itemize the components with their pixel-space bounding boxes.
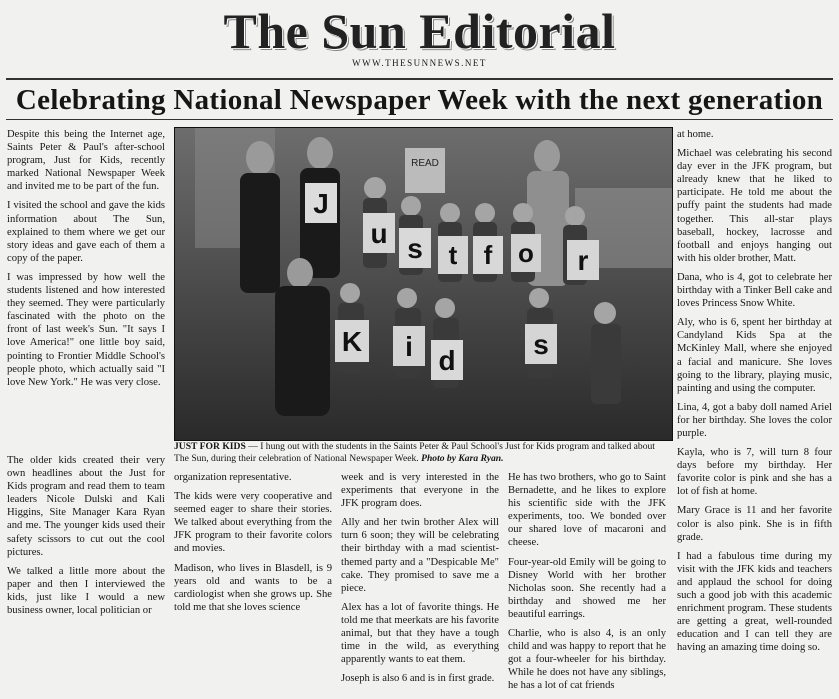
caption-text: — I hung out with the students in the Saints Peter & Paul School's Just for Kids program and talked about The Sun, during their celebration of National Newspaper Week. <box>174 441 655 464</box>
column-4 <box>508 471 666 699</box>
paragraph: Michael was celebrating his second day ever in the JFK program, but already knew that he liked to participate. He told me about the puffy paint the students had made together. This all-star plays baseball, hockey, lacrosse and football and enjoys hanging out with his older brother, Matt. <box>677 148 832 264</box>
paragraph: The older kids created their very own headlines about the Just for Kids program and read them to team leaders Nicole Dulski and Kali Higgins, Site Manager Kara Ryan and me. The younger kids used their safety scissors to cut out the cool pictures. <box>7 455 165 558</box>
caption-lead: JUST FOR KIDS <box>174 441 246 452</box>
paragraph: organization representative. <box>174 472 292 483</box>
column-2 <box>174 471 332 620</box>
photo-letter: r <box>577 245 589 276</box>
paragraph: Charlie, who is also 4, is an only child and was happy to report that he got a four-wheeler for his birthday. While he does not have any siblings, he has a lot of cat friends <box>508 628 666 692</box>
photo-caption <box>174 441 671 464</box>
paragraph: Aly, who is 6, spent her birthday at Candyland Kids Spa at the McKinley Mall, where she enjoyed a facial and manicure. She loves going to the library, playing music, painting and using the computer. <box>677 317 832 394</box>
paragraph: I visited the school and gave the kids information about The Sun, explained to them where we get our story ideas and gave each of them a copy of the paper. <box>7 200 165 264</box>
paragraph: Joseph is also 6 and is in first grade. <box>341 673 495 685</box>
paragraph: Kayla, who is 7, will turn 8 four days before my birthday. Her favorite color is pink and she has a lot of fish at home. <box>677 447 832 498</box>
photo-letter: u <box>370 218 388 249</box>
paragraph: Lina, 4, got a baby doll named Ariel for her birthday. She loves the color purple. <box>677 401 832 439</box>
masthead-title: The Sun Editorial <box>223 3 616 59</box>
caption-credit: Photo by Kara Ryan. <box>421 452 504 464</box>
paragraph: Mary Grace is 11 and her favorite color is also pink. She is in fifth grade. <box>677 505 832 543</box>
headline: Celebrating National Newspaper Week with the next generation <box>15 84 824 116</box>
paragraph: I had a fabulous time during my visit with the JFK kids and teachers and applaud the school for doing such a good job with this academic enrichment program. These students are getting a great, well-rounded education and I can tell they are having an amazing time doing so. <box>677 550 832 654</box>
paragraph: He has two brothers, who go to Saint Bernadette, and he likes to explore his scientific side with the JFK experiments, too. We bonded over our shared love of macaroni and cheese. <box>508 472 666 549</box>
paragraph: Dana, who is 4, got to celebrate her birthday with a Tinker Bell cake and loves Princess Snow White. <box>677 271 832 310</box>
paragraph: Madison, who lives in Blasdell, is 9 years old and wants to be a cardiologist when she grows up. She told me that she loves science <box>174 562 332 613</box>
paragraph: I was impressed by how well the students listened and how interested they seemed. They were particularly fascinated with the photo on the front of last week's Sun. "It says I love America!" one little boy said, pointing to Frontier Middle School's people photo, which actually said "I love New York." He was very close. <box>7 271 165 388</box>
paragraph: week and is very interested in the experiments that everyone in the JFK program does. <box>341 472 499 510</box>
column-3 <box>341 471 499 691</box>
photo-letter: s <box>533 329 549 360</box>
kids-group-photo <box>174 127 673 441</box>
paragraph: Alex has a lot of favorite things. He told me that meerkats are his favorite animal, but that they have a tough time in the wild, as everything apparently wants to eat them. <box>341 601 499 666</box>
column-5 <box>677 128 832 660</box>
paragraph: Four-year-old Emily will be going to Disney World with her brother Nicholas soon. She recently had a birthday and showed me her beautiful earrings. <box>508 556 666 620</box>
photo-letter: i <box>405 331 413 362</box>
photo-letter: t <box>448 240 458 270</box>
photo-letter: d <box>438 345 456 376</box>
paragraph: Ally and her twin brother Alex will turn 6 soon; they will be celebrating their birthday with a mad scientist-themed party and a "Despicable Me" cake. They promised to save me a piece. <box>341 517 499 594</box>
paragraph: at home. <box>677 129 714 140</box>
photo-illustration <box>175 128 672 440</box>
photo-letter: J <box>313 188 329 219</box>
photo-letter: f <box>483 240 493 270</box>
masthead-url: WWW.THESUNNEWS.NET <box>352 58 487 68</box>
column-1-bottom <box>7 454 165 623</box>
photo-letter: s <box>407 233 423 264</box>
photo-letter: K <box>341 326 363 357</box>
paragraph: We talked a little more about the paper and then I interviewed the kids, just like I would a new business owner, local politician or <box>7 565 165 617</box>
masthead <box>0 0 839 80</box>
photo-letter: o <box>518 238 534 268</box>
headline-rule <box>6 119 833 120</box>
paragraph: Despite this being the Internet age, Saints Peter & Paul's after-school program, Just for Kids, recently marked National Newspaper Week and invited me to be part of the fun. <box>7 129 165 193</box>
column-1-top <box>7 128 165 395</box>
masthead-rule <box>6 78 833 80</box>
read-sign-text: READ <box>411 158 439 169</box>
read-sign <box>405 148 445 193</box>
paragraph: The kids were very cooperative and seemed eager to share their stories. We talked about everything from the JFK program to their favorite colors and movies. <box>174 491 332 555</box>
